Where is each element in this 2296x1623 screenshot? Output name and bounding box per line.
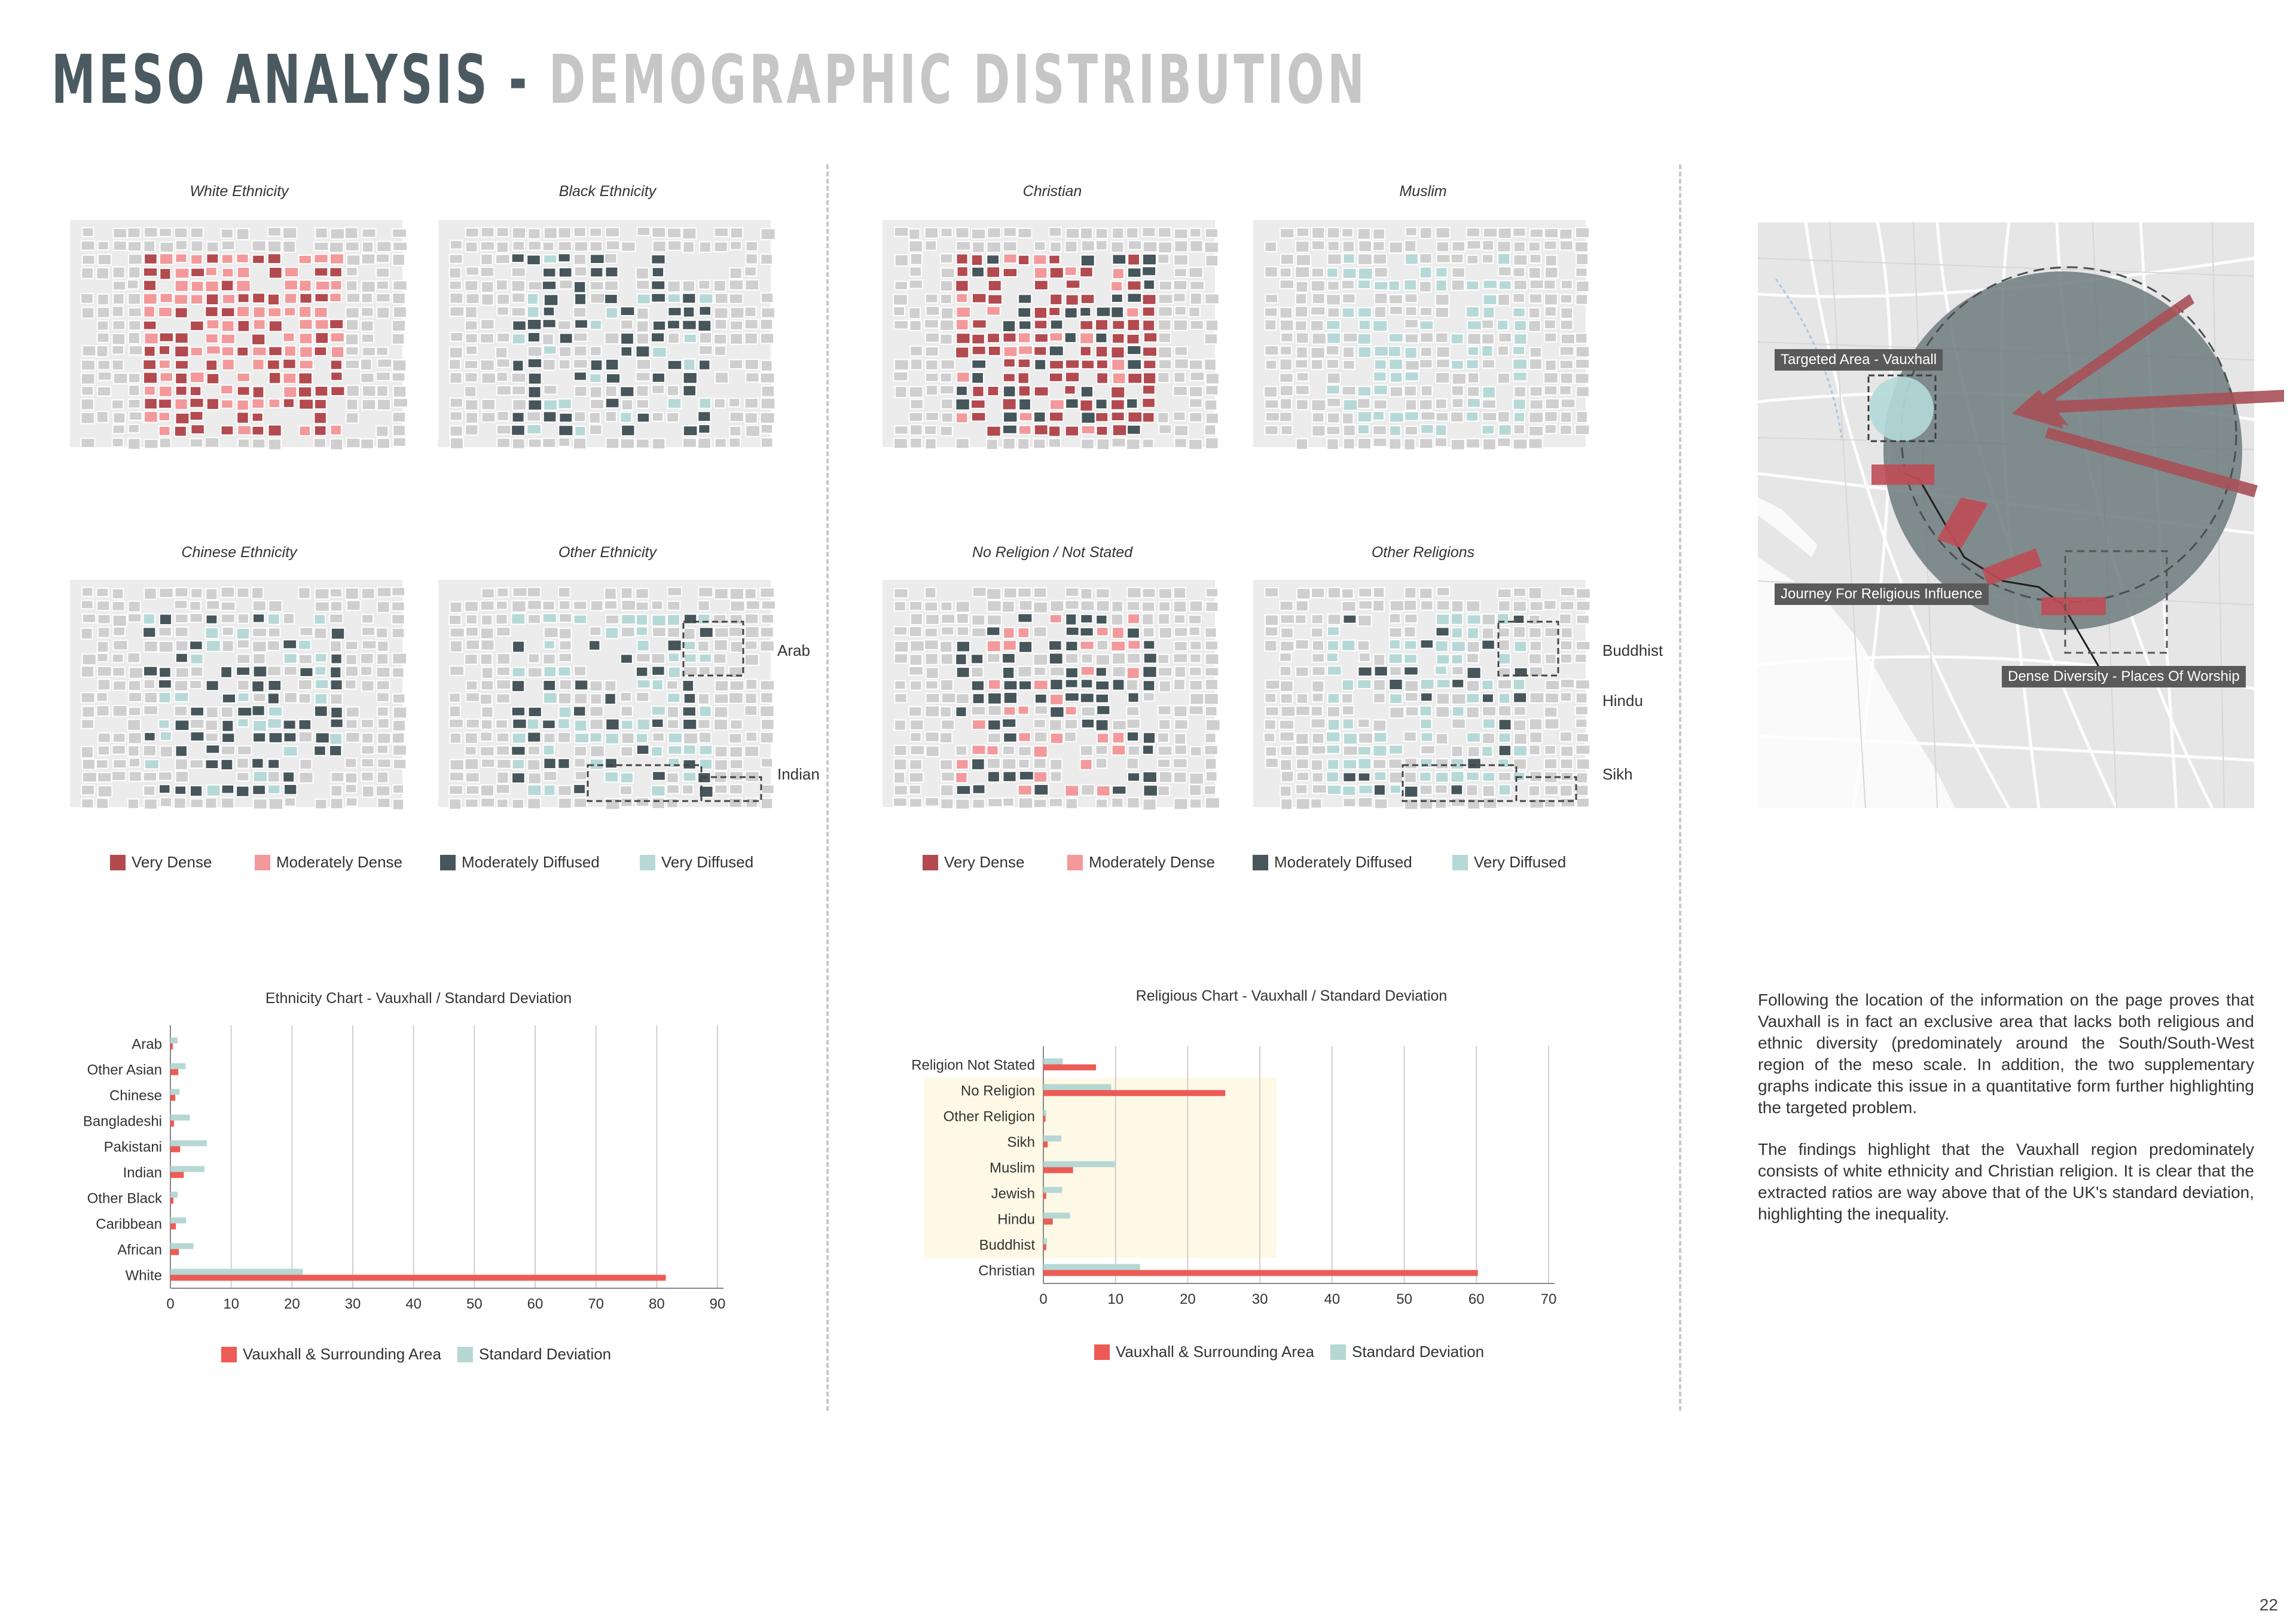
x-tick-label: 60	[527, 1296, 544, 1312]
map-label-targeted-area: Targeted Area - Vauxhall	[1775, 349, 1943, 371]
x-tick-label: 20	[1180, 1291, 1196, 1307]
bar-standard-deviation	[1043, 1187, 1062, 1193]
bar-standard-deviation	[1043, 1136, 1061, 1142]
category-label: Hindu	[997, 1211, 1035, 1228]
bar-standard-deviation	[170, 1166, 204, 1172]
map-no-religion	[883, 580, 1215, 807]
category-label: Sikh	[1007, 1134, 1035, 1151]
category-label: Bangladeshi	[83, 1113, 162, 1130]
title-sub: DEMOGRAPHIC DISTRIBUTION	[548, 41, 1368, 119]
analysis-paragraph-2: The findings highlight that the Vauxhall region predominately consists of white ethnicity and Christian religion. It is clear that the extracted ratios are way above that of the UK's standard deviation, highlighting the inequality.	[1758, 1140, 2254, 1223]
category-label: Other Religion	[943, 1108, 1035, 1125]
x-tick-label: 60	[1468, 1291, 1485, 1307]
legend-item-moderately-diffused	[440, 853, 640, 872]
category-label: Buddhist	[979, 1237, 1035, 1254]
legend-label: Very Diffused	[661, 853, 754, 871]
swatch-vauxhall	[1094, 1344, 1110, 1360]
map-muslim-graphic	[1253, 220, 1586, 447]
bar-vauxhall	[170, 1095, 175, 1101]
x-tick-label: 50	[1396, 1291, 1412, 1307]
bar-vauxhall	[170, 1121, 174, 1127]
analysis-paragraph-1: Following the location of the information on the page proves that Vauxhall is in fact an exclusive area that lacks both religious and ethnic diversity (predominately around the South/South-West region of the meso scale. In addition, the two supplementary graphs indicate this issue in a quantitative form further highlighting the targeted problem.	[1758, 991, 2254, 1117]
map-christian-graphic	[883, 220, 1215, 447]
bar-vauxhall	[170, 1147, 180, 1153]
map-title-other-religions: Other Religions	[1371, 544, 1475, 561]
map-other-ethnicity	[438, 580, 771, 807]
ethnicity-chart-svg	[48, 1022, 741, 1312]
bar-standard-deviation	[170, 1038, 178, 1044]
annotation-hindu: Hindu	[1602, 692, 1643, 710]
ethnicity-chart-title: Ethnicity Chart - Vauxhall / Standard Deviation	[265, 990, 572, 1007]
chart-legend-label: Standard Deviation	[479, 1345, 612, 1363]
legend-label: Very Dense	[944, 853, 1025, 871]
category-label: Indian	[123, 1164, 162, 1181]
x-tick-label: 10	[1107, 1291, 1124, 1307]
legend-label: Moderately Dense	[1089, 853, 1215, 871]
bar-standard-deviation	[1043, 1264, 1140, 1270]
chart-legend-item-vauxhall	[221, 1345, 457, 1364]
x-tick-label: 50	[466, 1296, 483, 1312]
map-title-christian: Christian	[1022, 183, 1082, 200]
legend-item-very-diffused	[640, 853, 753, 872]
x-tick-label: 0	[166, 1296, 175, 1312]
swatch-standard-deviation	[1330, 1344, 1346, 1360]
legend-item-very-dense	[110, 853, 255, 872]
map-no-religion-graphic	[883, 580, 1215, 807]
map-other-ethnicity-graphic	[438, 580, 771, 807]
swatch-moderately-dense	[255, 855, 270, 870]
religious-chart-svg	[885, 1049, 1578, 1306]
annotation-sikh: Sikh	[1602, 765, 1633, 783]
bar-standard-deviation	[1043, 1213, 1070, 1219]
map-chinese-ethnicity-graphic	[70, 580, 402, 807]
map-title-black-ethnicity: Black Ethnicity	[558, 183, 657, 200]
category-label: Jewish	[991, 1185, 1035, 1202]
bar-standard-deviation	[170, 1218, 186, 1224]
bar-vauxhall	[1043, 1219, 1053, 1225]
map-title-white-ethnicity: White Ethnicity	[190, 183, 289, 200]
religious-chart	[885, 1049, 1578, 1306]
category-label: Other Asian	[87, 1062, 162, 1078]
category-label: African	[117, 1242, 162, 1258]
legend-item-moderately-diffused	[1253, 853, 1452, 872]
bar-vauxhall	[1043, 1270, 1478, 1276]
category-label: Caribbean	[96, 1216, 162, 1233]
bar-vauxhall	[1043, 1193, 1046, 1199]
swatch-moderately-diffused	[440, 855, 456, 870]
swatch-moderately-dense	[1067, 855, 1083, 870]
bar-standard-deviation	[170, 1141, 207, 1147]
x-tick-label: 40	[405, 1296, 422, 1312]
bar-standard-deviation	[170, 1269, 303, 1275]
x-tick-label: 30	[1251, 1291, 1268, 1307]
swatch-moderately-diffused	[1253, 855, 1268, 870]
chart-legend-item-std	[457, 1345, 611, 1364]
category-label: Arab	[132, 1036, 162, 1053]
category-label: Other Black	[87, 1190, 162, 1207]
chart-legend-label: Vauxhall & Surrounding Area	[243, 1345, 441, 1363]
x-tick-label: 0	[1039, 1291, 1048, 1307]
bar-standard-deviation	[170, 1192, 178, 1198]
swatch-standard-deviation	[457, 1347, 473, 1362]
column-divider-right	[1679, 164, 1681, 1411]
bar-standard-deviation	[1043, 1084, 1111, 1090]
legend-label: Very Dense	[132, 853, 212, 871]
bar-standard-deviation	[170, 1089, 179, 1095]
analysis-text	[1758, 989, 2254, 1245]
category-label: Chinese	[109, 1087, 162, 1104]
category-label: Muslim	[990, 1160, 1035, 1176]
map-title-other-ethnicity: Other Ethnicity	[558, 544, 657, 561]
bar-vauxhall	[1043, 1167, 1073, 1173]
x-tick-label: 10	[223, 1296, 240, 1312]
bar-vauxhall	[1043, 1142, 1048, 1148]
annotation-indian: Indian	[777, 765, 820, 783]
x-tick-label: 90	[709, 1296, 726, 1312]
legend-item-moderately-dense	[255, 853, 440, 872]
bar-standard-deviation	[1043, 1110, 1046, 1116]
bar-vauxhall	[1043, 1090, 1225, 1096]
bar-vauxhall	[170, 1069, 178, 1075]
title-main: MESO ANALYSIS -	[51, 41, 530, 119]
map-white-ethnicity	[70, 220, 402, 447]
bar-standard-deviation	[170, 1063, 185, 1069]
bar-standard-deviation	[170, 1243, 194, 1249]
bar-vauxhall	[170, 1172, 184, 1178]
bar-vauxhall	[170, 1249, 179, 1255]
map-black-ethnicity	[438, 220, 771, 447]
chart-legend-item-std	[1330, 1343, 1484, 1361]
bar-vauxhall	[170, 1224, 176, 1230]
chart-highlight-band	[924, 1078, 1277, 1258]
legend-label: Moderately Diffused	[1274, 853, 1412, 871]
context-map-graphic	[1758, 222, 2254, 808]
annotation-arab: Arab	[777, 641, 810, 659]
bar-standard-deviation	[170, 1115, 190, 1121]
category-label: Christian	[978, 1263, 1035, 1279]
bar-vauxhall	[1043, 1245, 1046, 1251]
chart-legend-item-vauxhall	[1094, 1343, 1330, 1361]
x-tick-label: 70	[1540, 1291, 1557, 1307]
map-other-religions-graphic	[1253, 580, 1586, 807]
map-other-religions	[1253, 580, 1586, 807]
map-christian	[883, 220, 1215, 447]
legend-item-moderately-dense	[1067, 853, 1253, 872]
map-label-dense-diversity: Dense Diversity - Places Of Worship	[2002, 666, 2246, 687]
x-tick-label: 80	[648, 1296, 665, 1312]
legend-label: Moderately Diffused	[462, 853, 600, 871]
map-label-journey: Journey For Religious Influence	[1775, 583, 1989, 605]
vauxhall-context-map	[1758, 222, 2254, 808]
category-label: No Religion	[960, 1083, 1035, 1099]
x-tick-label: 40	[1324, 1291, 1341, 1307]
legend-item-very-dense	[923, 853, 1067, 872]
annotation-buddhist: Buddhist	[1602, 641, 1663, 659]
category-label: Religion Not Stated	[911, 1057, 1035, 1074]
x-tick-label: 70	[588, 1296, 604, 1312]
map-chinese-ethnicity	[70, 580, 402, 807]
swatch-very-diffused	[640, 855, 655, 870]
page-number: 22	[2259, 1596, 2278, 1614]
bar-vauxhall	[1043, 1065, 1096, 1071]
density-legend-religion	[923, 853, 1566, 872]
religious-chart-legend	[1094, 1343, 1484, 1361]
chart-legend-label: Standard Deviation	[1352, 1343, 1485, 1361]
map-white-ethnicity-graphic	[70, 220, 402, 447]
bar-vauxhall	[1043, 1116, 1046, 1122]
column-divider-left	[826, 164, 829, 1411]
bar-vauxhall	[170, 1275, 666, 1281]
religious-chart-title: Religious Chart - Vauxhall / Standard Deviation	[1135, 988, 1448, 1004]
legend-label: Moderately Dense	[276, 853, 402, 871]
category-label: Pakistani	[103, 1139, 162, 1156]
ethnicity-chart-legend	[221, 1345, 611, 1364]
x-tick-label: 30	[344, 1296, 361, 1312]
bar-standard-deviation	[1043, 1162, 1115, 1167]
swatch-very-dense	[110, 855, 126, 870]
bar-vauxhall	[170, 1198, 173, 1204]
map-title-chinese-ethnicity: Chinese Ethnicity	[181, 544, 297, 561]
swatch-vauxhall	[221, 1347, 237, 1362]
density-legend-ethnicity	[110, 853, 753, 872]
x-tick-label: 20	[283, 1296, 300, 1312]
map-black-ethnicity-graphic	[438, 220, 771, 447]
swatch-very-dense	[923, 855, 938, 870]
map-muslim	[1253, 220, 1586, 447]
map-title-no-religion: No Religion / Not Stated	[972, 544, 1133, 561]
chart-legend-label: Vauxhall & Surrounding Area	[1116, 1343, 1314, 1361]
map-title-muslim: Muslim	[1399, 183, 1447, 200]
legend-item-very-diffused	[1452, 853, 1566, 872]
page-title	[51, 41, 1368, 119]
bar-standard-deviation	[1043, 1239, 1047, 1245]
swatch-very-diffused	[1452, 855, 1468, 870]
legend-label: Very Diffused	[1474, 853, 1567, 871]
ethnicity-chart	[48, 1022, 741, 1312]
bar-vauxhall	[170, 1044, 173, 1050]
category-label: White	[125, 1267, 162, 1284]
bar-standard-deviation	[1043, 1059, 1063, 1065]
